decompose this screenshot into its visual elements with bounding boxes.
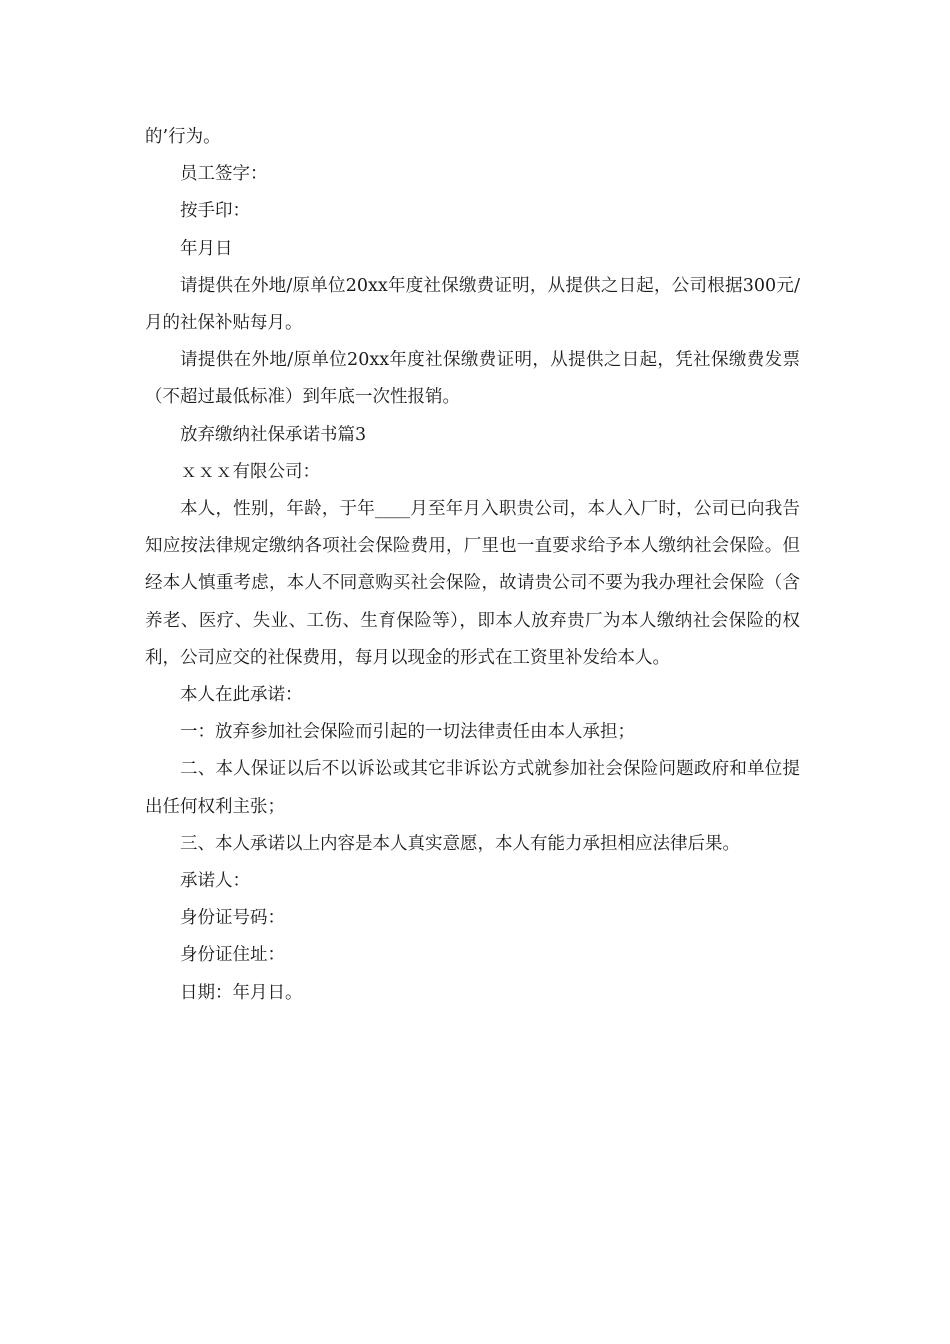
promise-intro: 本人在此承诺：: [180, 685, 303, 706]
promise-item-1: 一：放弃参加社会保险而引起的一切法律责任由本人承担；: [180, 722, 635, 743]
addressee-line: ｘｘｘ有限公司：: [180, 461, 320, 482]
promise-item-3: 三、本人承诺以上内容是本人真实意愿，本人有能力承担相应法律后果。: [180, 833, 740, 854]
paragraph-subsidy: 请提供在外地/原单位20xx年度社保缴费证明，从提供之日起，公司根据300元/月的社保补贴每月。: [145, 275, 800, 334]
date-line: 年月日: [180, 238, 233, 259]
promise-item-2: 二、本人保证以后不以诉讼或其它非诉讼方式就参加社会保险问题政府和单位提出任何权利主张；: [145, 759, 800, 817]
id-number-line: 身份证号码：: [180, 908, 285, 929]
final-date-line: 日期：年月日。: [180, 982, 303, 1003]
paragraph-reimbursement: 请提供在外地/原单位20xx年度社保缴费证明，从提供之日起，凭社保缴费发票（不超过最低标准）到年底一次性报销。: [145, 350, 800, 408]
paragraph-statement: 本人，性别，年龄，于年____月至年月入职贵公司，本人入厂时，公司已向我告知应按法律规定缴纳各项社会保险费用，厂里也一直要求给予本人缴纳社会保险。但经本人慎重考虑，本人不同意购买社会保险，故请贵公司不要为我办理社会保险（含养老、医疗、失业、工伤、生育保险等），即本人放弃贵厂为本人缴纳社会保险的权利，公司应交的社保费用，每月以现金的形式在工资里补发给本人。: [145, 499, 800, 668]
paragraph-continuation: 的’行为。: [145, 127, 221, 147]
employee-signature-line: 员工签字：: [180, 164, 268, 185]
document-body: [145, 119, 800, 1012]
fingerprint-line: 按手印：: [180, 201, 250, 222]
section-heading: 放弃缴纳社保承诺书篇3: [180, 424, 367, 445]
id-address-line: 身份证住址：: [180, 945, 285, 966]
promisor-line: 承诺人：: [180, 871, 250, 892]
